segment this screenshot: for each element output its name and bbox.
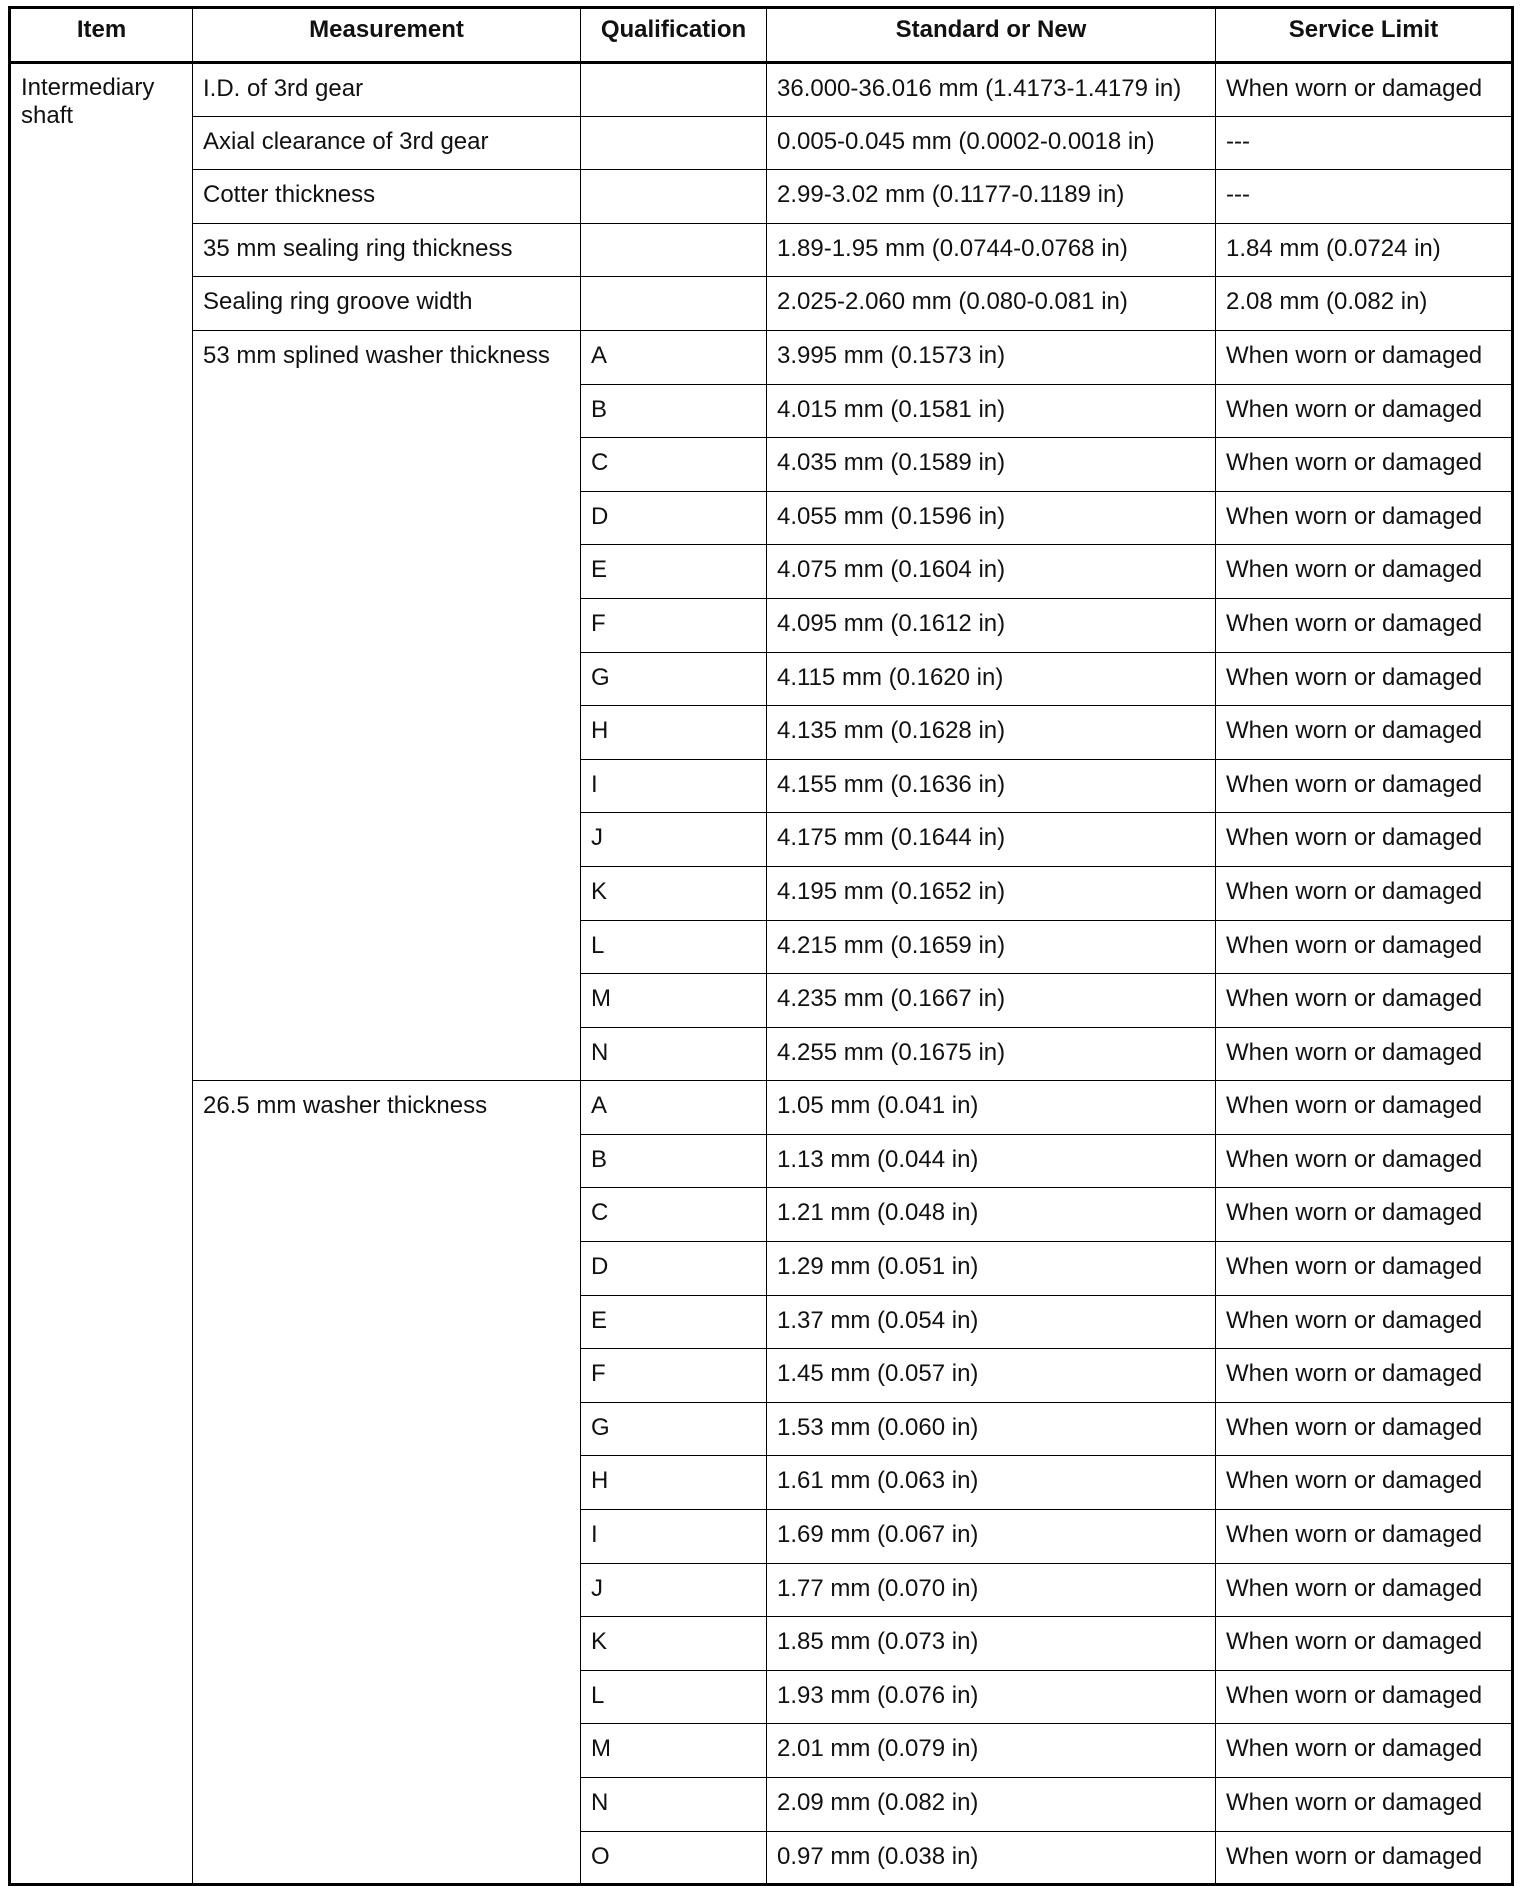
standard-cell: 4.155 mm (0.1636 in): [767, 759, 1216, 813]
standard-cell: 1.61 mm (0.063 in): [767, 1456, 1216, 1510]
limit-cell: When worn or damaged: [1216, 1027, 1513, 1081]
header-qualification: Qualification: [581, 8, 767, 63]
limit-cell: When worn or damaged: [1216, 598, 1513, 652]
measurement-cell: 53 mm splined washer thickness: [193, 330, 581, 1080]
qualification-cell: D: [581, 491, 767, 545]
standard-cell: 1.53 mm (0.060 in): [767, 1402, 1216, 1456]
spec-table-container: [8, 6, 1514, 1886]
limit-cell: 1.84 mm (0.0724 in): [1216, 223, 1513, 277]
qualification-cell: B: [581, 384, 767, 438]
limit-cell: 2.08 mm (0.082 in): [1216, 277, 1513, 331]
standard-cell: 36.000-36.016 mm (1.4173-1.4179 in): [767, 63, 1216, 117]
standard-cell: 1.69 mm (0.067 in): [767, 1510, 1216, 1564]
qualification-cell: E: [581, 545, 767, 599]
header-measurement: Measurement: [193, 8, 581, 63]
measurement-cell: I.D. of 3rd gear: [193, 63, 581, 117]
limit-cell: When worn or damaged: [1216, 330, 1513, 384]
spec-table: [8, 6, 1514, 1886]
measurement-cell: Cotter thickness: [193, 170, 581, 224]
standard-cell: 4.035 mm (0.1589 in): [767, 438, 1216, 492]
table-body: [10, 63, 1513, 1885]
standard-cell: 2.01 mm (0.079 in): [767, 1724, 1216, 1778]
limit-cell: When worn or damaged: [1216, 384, 1513, 438]
limit-cell: When worn or damaged: [1216, 974, 1513, 1028]
table-row: [10, 330, 1513, 384]
qualification-cell: [581, 277, 767, 331]
limit-cell: When worn or damaged: [1216, 1617, 1513, 1671]
qualification-cell: [581, 63, 767, 117]
qualification-cell: A: [581, 1081, 767, 1135]
limit-cell: When worn or damaged: [1216, 1242, 1513, 1296]
qualification-cell: L: [581, 920, 767, 974]
qualification-cell: H: [581, 1456, 767, 1510]
header-row: [10, 8, 1513, 63]
qualification-cell: M: [581, 974, 767, 1028]
limit-cell: When worn or damaged: [1216, 1349, 1513, 1403]
qualification-cell: N: [581, 1027, 767, 1081]
limit-cell: When worn or damaged: [1216, 813, 1513, 867]
header-service-limit: Service Limit: [1216, 8, 1513, 63]
standard-cell: 4.055 mm (0.1596 in): [767, 491, 1216, 545]
limit-cell: When worn or damaged: [1216, 759, 1513, 813]
table-row: [10, 223, 1513, 277]
standard-cell: 1.77 mm (0.070 in): [767, 1563, 1216, 1617]
standard-cell: 4.075 mm (0.1604 in): [767, 545, 1216, 599]
limit-cell: When worn or damaged: [1216, 438, 1513, 492]
standard-cell: 4.195 mm (0.1652 in): [767, 866, 1216, 920]
qualification-cell: E: [581, 1295, 767, 1349]
limit-cell: ---: [1216, 170, 1513, 224]
qualification-cell: J: [581, 1563, 767, 1617]
standard-cell: 1.13 mm (0.044 in): [767, 1134, 1216, 1188]
limit-cell: When worn or damaged: [1216, 920, 1513, 974]
standard-cell: 2.99-3.02 mm (0.1177-0.1189 in): [767, 170, 1216, 224]
measurement-cell: 35 mm sealing ring thickness: [193, 223, 581, 277]
limit-cell: When worn or damaged: [1216, 491, 1513, 545]
limit-cell: When worn or damaged: [1216, 1831, 1513, 1885]
qualification-cell: K: [581, 1617, 767, 1671]
standard-cell: 4.235 mm (0.1667 in): [767, 974, 1216, 1028]
standard-cell: 4.255 mm (0.1675 in): [767, 1027, 1216, 1081]
measurement-cell: 26.5 mm washer thickness: [193, 1081, 581, 1885]
table-row: [10, 170, 1513, 224]
standard-cell: 1.21 mm (0.048 in): [767, 1188, 1216, 1242]
limit-cell: ---: [1216, 116, 1513, 170]
table-row: [10, 63, 1513, 117]
limit-cell: When worn or damaged: [1216, 1510, 1513, 1564]
limit-cell: When worn or damaged: [1216, 652, 1513, 706]
header-standard: Standard or New: [767, 8, 1216, 63]
qualification-cell: G: [581, 652, 767, 706]
standard-cell: 0.97 mm (0.038 in): [767, 1831, 1216, 1885]
standard-cell: 1.93 mm (0.076 in): [767, 1670, 1216, 1724]
standard-cell: 2.025-2.060 mm (0.080-0.081 in): [767, 277, 1216, 331]
standard-cell: 1.37 mm (0.054 in): [767, 1295, 1216, 1349]
qualification-cell: D: [581, 1242, 767, 1296]
table-row: [10, 116, 1513, 170]
limit-cell: When worn or damaged: [1216, 1295, 1513, 1349]
qualification-cell: A: [581, 330, 767, 384]
standard-cell: 4.215 mm (0.1659 in): [767, 920, 1216, 974]
standard-cell: 4.015 mm (0.1581 in): [767, 384, 1216, 438]
qualification-cell: L: [581, 1670, 767, 1724]
qualification-cell: [581, 170, 767, 224]
standard-cell: 1.45 mm (0.057 in): [767, 1349, 1216, 1403]
limit-cell: When worn or damaged: [1216, 1134, 1513, 1188]
qualification-cell: I: [581, 759, 767, 813]
standard-cell: 1.85 mm (0.073 in): [767, 1617, 1216, 1671]
limit-cell: When worn or damaged: [1216, 1670, 1513, 1724]
limit-cell: When worn or damaged: [1216, 1563, 1513, 1617]
standard-cell: 4.175 mm (0.1644 in): [767, 813, 1216, 867]
qualification-cell: C: [581, 1188, 767, 1242]
qualification-cell: J: [581, 813, 767, 867]
standard-cell: 0.005-0.045 mm (0.0002-0.0018 in): [767, 116, 1216, 170]
limit-cell: When worn or damaged: [1216, 63, 1513, 117]
standard-cell: 1.05 mm (0.041 in): [767, 1081, 1216, 1135]
qualification-cell: [581, 116, 767, 170]
limit-cell: When worn or damaged: [1216, 1188, 1513, 1242]
measurement-cell: Axial clearance of 3rd gear: [193, 116, 581, 170]
qualification-cell: K: [581, 866, 767, 920]
qualification-cell: N: [581, 1778, 767, 1832]
measurement-cell: Sealing ring groove width: [193, 277, 581, 331]
limit-cell: When worn or damaged: [1216, 866, 1513, 920]
limit-cell: When worn or damaged: [1216, 706, 1513, 760]
standard-cell: 4.135 mm (0.1628 in): [767, 706, 1216, 760]
qualification-cell: F: [581, 1349, 767, 1403]
item-cell: Intermediary shaft: [10, 63, 193, 1885]
limit-cell: When worn or damaged: [1216, 545, 1513, 599]
limit-cell: When worn or damaged: [1216, 1081, 1513, 1135]
standard-cell: 1.89-1.95 mm (0.0744-0.0768 in): [767, 223, 1216, 277]
limit-cell: When worn or damaged: [1216, 1456, 1513, 1510]
qualification-cell: M: [581, 1724, 767, 1778]
qualification-cell: O: [581, 1831, 767, 1885]
standard-cell: 1.29 mm (0.051 in): [767, 1242, 1216, 1296]
table-row: [10, 1081, 1513, 1135]
qualification-cell: G: [581, 1402, 767, 1456]
qualification-cell: H: [581, 706, 767, 760]
standard-cell: 4.115 mm (0.1620 in): [767, 652, 1216, 706]
qualification-cell: B: [581, 1134, 767, 1188]
limit-cell: When worn or damaged: [1216, 1724, 1513, 1778]
standard-cell: 2.09 mm (0.082 in): [767, 1778, 1216, 1832]
standard-cell: 4.095 mm (0.1612 in): [767, 598, 1216, 652]
qualification-cell: C: [581, 438, 767, 492]
header-item: Item: [10, 8, 193, 63]
table-row: [10, 277, 1513, 331]
limit-cell: When worn or damaged: [1216, 1402, 1513, 1456]
qualification-cell: I: [581, 1510, 767, 1564]
standard-cell: 3.995 mm (0.1573 in): [767, 330, 1216, 384]
limit-cell: When worn or damaged: [1216, 1778, 1513, 1832]
qualification-cell: [581, 223, 767, 277]
qualification-cell: F: [581, 598, 767, 652]
